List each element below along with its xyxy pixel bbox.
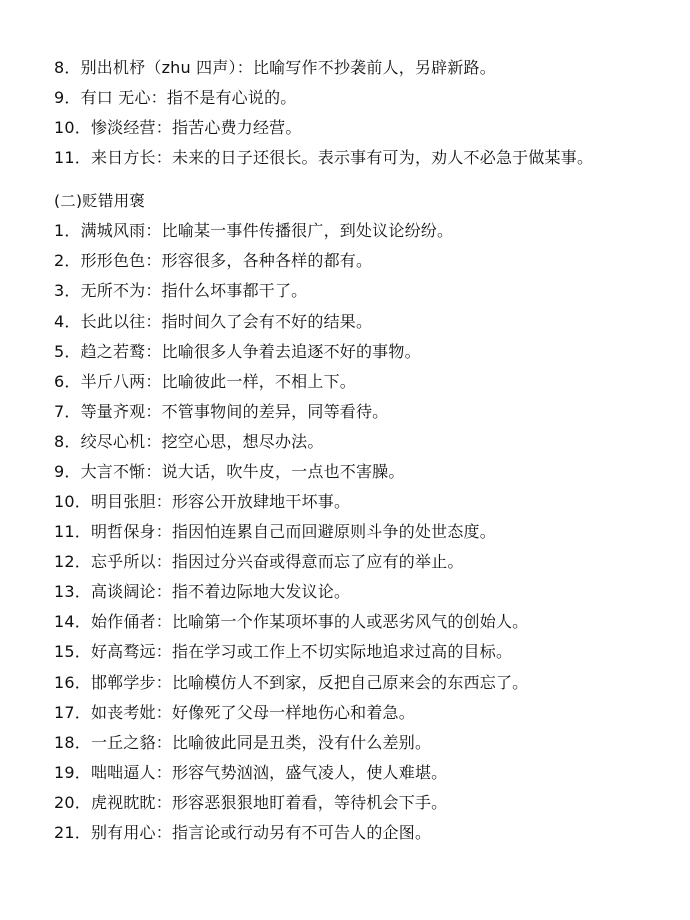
section-heading: (二)贬错用褒 [54, 192, 145, 210]
list-item: 21．别有用心：指言论或行动另有不可告人的企图。 [54, 823, 432, 842]
list-item: 5．趋之若鹜：比喻很多人争着去追逐不好的事物。 [54, 342, 421, 361]
list-item: 1．满城风雨：比喻某一事件传播很广，到处议论纷纷。 [54, 221, 454, 240]
list-item: 10．明目张胆：形容公开放肆地干坏事。 [54, 492, 351, 511]
list-item: 4．长此以往：指时间久了会有不好的结果。 [54, 312, 373, 331]
list-item-8: 8．别出机杼（zhu 四声）：比喻写作不抄袭前人，另辟新路。 [54, 58, 496, 77]
list-item: 20．虎视眈眈：形容恶狠狠地盯着看，等待机会下手。 [54, 793, 448, 812]
list-item: 18．一丘之貉：比喻彼此同是丑类，没有什么差别。 [54, 733, 432, 752]
list-item-9: 9．有口 无心：指不是有心说的。 [54, 88, 297, 107]
list-item: 7．等量齐观：不管事物间的差异，同等看待。 [54, 402, 389, 421]
list-item: 14．始作俑者：比喻第一个作某项坏事的人或恶劣风气的创始人。 [54, 612, 529, 631]
list-item: 16．邯郸学步：比喻模仿人不到家，反把自己原来会的东西忘了。 [54, 673, 529, 692]
list-item: 12．忘乎所以：指因过分兴奋或得意而忘了应有的举止。 [54, 552, 464, 571]
list-item: 3．无所不为：指什么坏事都干了。 [54, 281, 308, 300]
list-item-11: 11．来日方长：未来的日子还很长。表示事有可为，劝人不必急于做某事。 [54, 148, 594, 167]
list-item: 15．好高骛远：指在学习或工作上不切实际地追求过高的目标。 [54, 642, 513, 661]
list-item: 17．如丧考妣：好像死了父母一样地伤心和着急。 [54, 703, 415, 722]
list-item-10: 10．惨淡经营：指苦心费力经营。 [54, 118, 302, 137]
list-item: 11．明哲保身：指因怕连累自己而回避原则斗争的处世态度。 [54, 522, 496, 541]
list-item: 9．大言不惭：说大话，吹牛皮，一点也不害臊。 [54, 462, 405, 481]
list-item: 2．形形色色：形容很多，各种各样的都有。 [54, 251, 373, 270]
list-item: 6．半斤八两：比喻彼此一样，不相上下。 [54, 372, 356, 391]
list-item: 8．绞尽心机：挖空心思，想尽办法。 [54, 432, 324, 451]
list-item: 19．咄咄逼人：形容气势汹汹，盛气凌人，使人难堪。 [54, 763, 448, 782]
list-item: 13．高谈阔论：指不着边际地大发议论。 [54, 582, 351, 601]
